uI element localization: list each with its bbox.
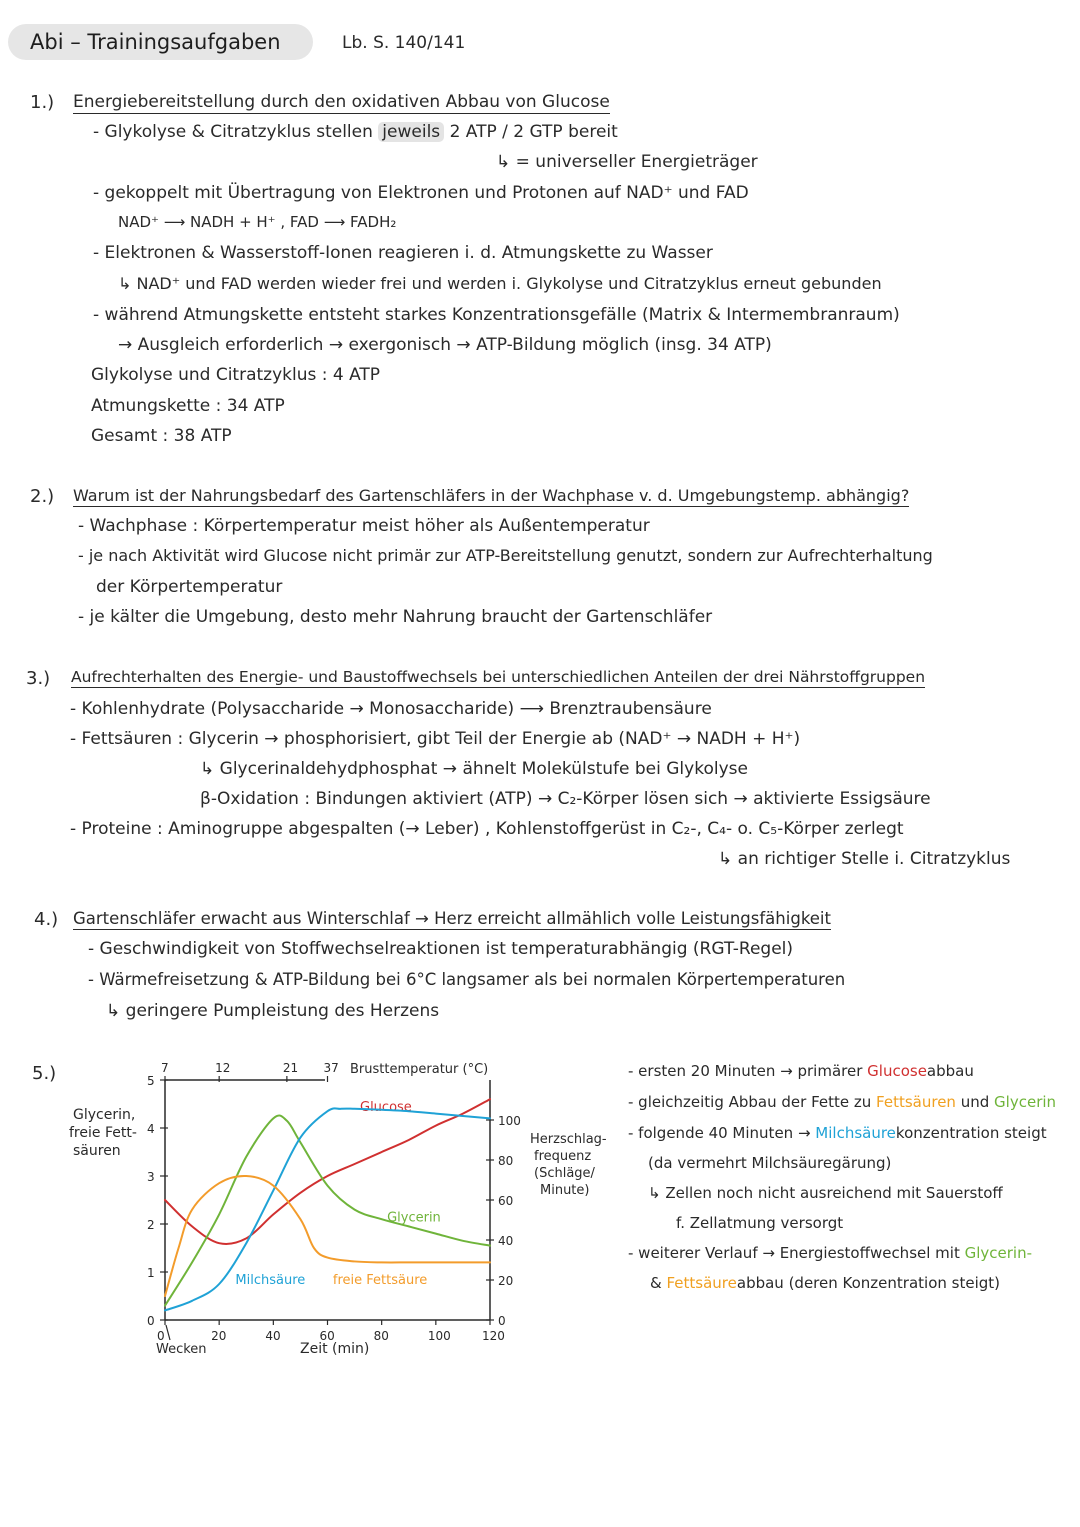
series-line-milchs-ure — [165, 1108, 490, 1310]
s1-line-10: Atmungskette : 34 ATP — [91, 396, 285, 416]
s5-note-7 — [628, 1244, 1032, 1262]
left-axis-label-2: freie Fett- — [69, 1125, 137, 1141]
right-y-tick-label: 60 — [498, 1194, 514, 1208]
x-tick-label: 80 — [373, 1329, 389, 1343]
x-note-wecken: Wecken — [156, 1342, 207, 1357]
s1-line-2: ↳ = universeller Energieträger — [496, 152, 758, 172]
wecken-arrow — [166, 1325, 170, 1340]
top-tick-label: 7 — [161, 1061, 169, 1075]
s3-line-5: - Proteine : Aminogruppe abgespalten (→ Leber) , Kohlenstoffgerüst in C₂-, C₄- o. C₅-Körper zerlegt — [70, 819, 904, 839]
page-title: Abi – Trainingsaufgaben — [30, 30, 281, 54]
top-tick-label: 12 — [215, 1061, 231, 1075]
s4-line-3: ↳ geringere Pumpleistung des Herzens — [106, 1001, 440, 1021]
s1-line-1 — [93, 122, 618, 142]
s5-note-3 — [628, 1124, 1047, 1142]
s1-line-3: - gekoppelt mit Übertragung von Elektronen und Protonen auf NAD⁺ und FAD — [93, 183, 749, 203]
left-y-tick-label: 2 — [147, 1218, 155, 1232]
s1-line-11: Gesamt : 38 ATP — [91, 426, 232, 446]
s3-line-1: - Kohlenhydrate (Polysaccharide → Monosaccharide) ⟶ Brenztraubensäure — [70, 699, 712, 719]
s3-line-3: ↳ Glycerinaldehydphosphat → ähnelt Molekülstufe bei Glykolyse — [200, 759, 748, 779]
right-y-tick-label: 40 — [498, 1234, 514, 1248]
s2-line-2: - je nach Aktivität wird Glucose nicht primär zur ATP-Bereitstellung genutzt, sondern zur Aufrechterhaltung — [78, 546, 933, 565]
s1-line-6: ↳ NAD⁺ und FAD werden wieder frei und werden i. Glykolyse und Citratzyklus erneut gebunden — [118, 274, 882, 293]
s5-note-1a: - ersten 20 Minuten → primärer — [628, 1062, 863, 1080]
right-axis-label-1: Herzschlag- — [530, 1132, 607, 1147]
s5-note-fettsaeure-2: Fettsäure — [666, 1274, 737, 1292]
s4-line-1: - Geschwindigkeit von Stoffwechselreaktionen ist temperaturabhängig (RGT-Regel) — [88, 939, 794, 959]
s1-highlight-jeweils: jeweils — [378, 122, 444, 142]
s2-line-1: - Wachphase : Körpertemperatur meist höher als Außentemperatur — [78, 516, 650, 536]
s1-line-4: NAD⁺ ⟶ NADH + H⁺ , FAD ⟶ FADH₂ — [118, 213, 397, 231]
x-axis-label: Zeit (min) — [300, 1341, 370, 1357]
right-y-tick-label: 100 — [498, 1114, 521, 1128]
s5-note-1 — [628, 1062, 974, 1080]
s5-note-2a: - gleichzeitig Abbau der Fette zu — [628, 1093, 872, 1111]
s1-line-7: - während Atmungskette entsteht starkes Konzentrationsgefälle (Matrix & Intermembranraum) — [93, 305, 900, 325]
x-tick-label: 20 — [211, 1329, 227, 1343]
s1-line-8: → Ausgleich erforderlich → exergonisch → ATP-Bildung möglich (insg. 34 ATP) — [118, 335, 772, 355]
s5-note-8a: & — [650, 1274, 662, 1292]
s3-line-6: ↳ an richtiger Stelle i. Citratzyklus — [718, 849, 1011, 869]
s5-note-3a: - folgende 40 Minuten → — [628, 1124, 811, 1142]
left-axis-label-3: säuren — [73, 1143, 121, 1159]
left-y-tick-label: 1 — [147, 1266, 155, 1280]
textbook-reference: Lb. S. 140/141 — [342, 33, 466, 53]
series-label-freie-fetts-ure: freie Fettsäure — [332, 1273, 428, 1288]
s5-note-2b: und — [960, 1093, 990, 1111]
section-4-heading: Gartenschläfer erwacht aus Winterschlaf → Herz erreicht allmählich volle Leistungsfähigkeit — [73, 909, 831, 928]
s3-line-4: β-Oxidation : Bindungen aktiviert (ATP) → C₂-Körper lösen sich → aktivierte Essigsäure — [200, 789, 931, 809]
chart-axes — [165, 1080, 490, 1320]
section-2-number: 2.) — [30, 486, 55, 507]
series-label-milchs-ure: Milchsäure — [235, 1273, 306, 1288]
s5-note-1b: abbau — [926, 1062, 974, 1080]
s5-note-8 — [650, 1274, 1000, 1292]
right-axis-label-2: frequenz — [534, 1149, 592, 1164]
right-y-tick-label: 0 — [498, 1314, 506, 1328]
s1-line-1a: - Glykolyse & Citratzyklus stellen — [93, 122, 373, 142]
s1-line-5: - Elektronen & Wasserstoff-Ionen reagieren i. d. Atmungskette zu Wasser — [93, 243, 713, 263]
s5-note-milchsaeure: Milchsäure — [815, 1124, 896, 1142]
s3-line-2: - Fettsäuren : Glycerin → phosphorisiert, gibt Teil der Energie ab (NAD⁺ → NADH + H⁺) — [70, 729, 801, 749]
section-5-number: 5.) — [32, 1063, 57, 1084]
s5-note-5: ↳ Zellen noch nicht ausreichend mit Sauerstoff — [648, 1184, 1003, 1202]
s4-line-2: - Wärmefreisetzung & ATP-Bildung bei 6°C langsamer als bei normalen Körpertemperaturen — [88, 970, 846, 989]
x-tick-label: 100 — [427, 1329, 451, 1343]
metabolism-chart — [60, 1055, 620, 1375]
s5-note-2 — [628, 1093, 1056, 1111]
x-tick-label: 60 — [319, 1329, 335, 1343]
series-line-glucose — [165, 1099, 490, 1244]
section-2-heading: Warum ist der Nahrungsbedarf des Gartenschläfers in der Wachphase v. d. Umgebungstemp. abhängig? — [73, 486, 910, 505]
left-y-tick-label: 3 — [147, 1170, 155, 1184]
s5-note-fettsaeuren: Fettsäuren — [876, 1093, 956, 1111]
left-y-tick-label: 0 — [147, 1314, 155, 1328]
section-3-heading: Aufrechterhalten des Energie- und Baustoffwechsels bei unterschiedlichen Anteilen der drei Nährstoffgruppen — [71, 668, 926, 686]
section-4-number: 4.) — [34, 909, 59, 930]
top-tick-label: 37 — [323, 1061, 339, 1075]
s2-line-3: der Körpertemperatur — [96, 577, 283, 597]
left-y-tick-label: 5 — [147, 1074, 155, 1088]
left-axis-label-1: Glycerin, — [73, 1107, 136, 1123]
top-axis-label: Brusttemperatur (°C) — [350, 1062, 489, 1077]
series-label-glucose: Glucose — [360, 1100, 412, 1116]
right-y-tick-label: 80 — [498, 1154, 514, 1168]
s5-note-glycerin: Glycerin — [994, 1093, 1057, 1111]
series-line-glycerin — [165, 1115, 490, 1305]
s5-note-6: f. Zellatmung versorgt — [676, 1214, 844, 1232]
s5-note-3b: konzentration steigt — [895, 1124, 1047, 1142]
s5-note-7a: - weiterer Verlauf → Energiestoffwechsel mit — [628, 1244, 960, 1262]
s5-note-8b: abbau (deren Konzentration steigt) — [736, 1274, 1000, 1292]
right-axis-label-4: Minute) — [540, 1183, 590, 1198]
top-tick-label: 21 — [282, 1061, 299, 1075]
x-tick-label: 40 — [265, 1329, 281, 1343]
section-3-number: 3.) — [26, 668, 51, 689]
section-1-number: 1.) — [30, 92, 55, 113]
s1-line-1b: 2 ATP / 2 GTP bereit — [449, 122, 618, 142]
section-1-heading: Energiebereitstellung durch den oxidativen Abbau von Glucose — [73, 92, 610, 112]
s5-note-4: (da vermehrt Milchsäuregärung) — [648, 1154, 892, 1172]
s1-line-9: Glykolyse und Citratzyklus : 4 ATP — [91, 365, 381, 385]
series-label-glycerin: Glycerin — [387, 1210, 441, 1226]
left-y-tick-label: 4 — [147, 1122, 155, 1136]
x-tick-label: 0 — [157, 1329, 165, 1343]
right-axis-label-3: (Schläge/ — [534, 1166, 595, 1181]
s5-note-glucose: Glucose — [867, 1062, 927, 1080]
s2-line-4: - je kälter die Umgebung, desto mehr Nahrung braucht der Gartenschläfer — [78, 607, 713, 627]
right-y-tick-label: 20 — [498, 1274, 514, 1288]
s5-note-glycerin-2: Glycerin- — [964, 1244, 1033, 1262]
x-tick-label: 120 — [482, 1329, 505, 1343]
